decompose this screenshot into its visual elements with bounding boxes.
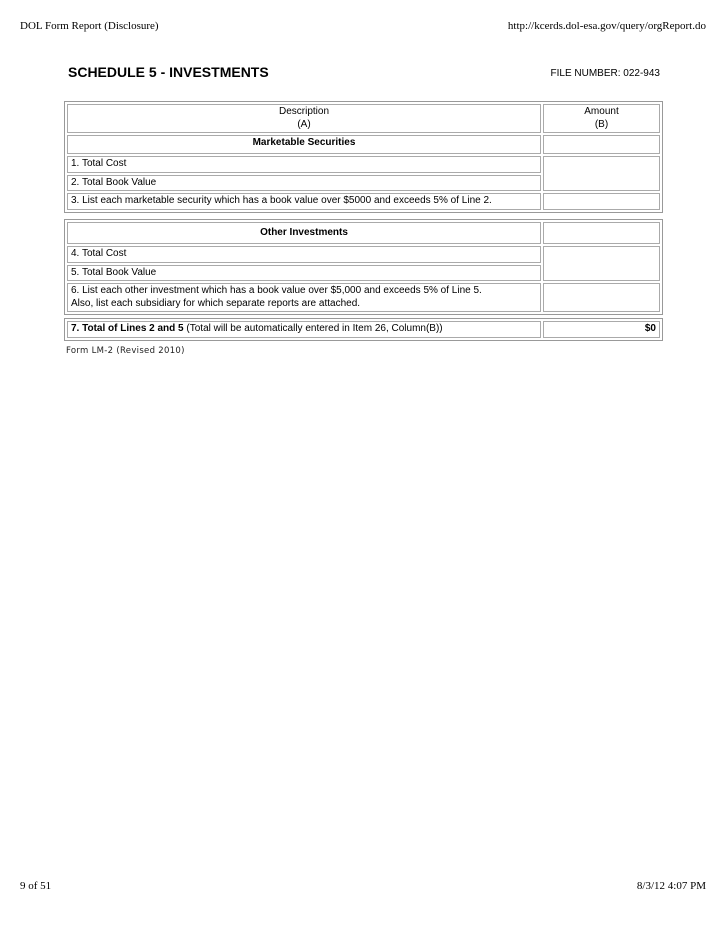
page-count: 9 of 51 bbox=[20, 880, 52, 892]
amount-cell-rows-4-5 bbox=[543, 246, 660, 281]
browser-url: http://kcerds.dol-esa.gov/query/orgReport.do bbox=[507, 20, 706, 32]
browser-page-title: DOL Form Report (Disclosure) bbox=[20, 20, 159, 32]
section-title-other: Other Investments bbox=[67, 222, 541, 244]
row-total-cost-1: 1. Total Cost bbox=[67, 156, 541, 173]
row-list-other-6 bbox=[67, 283, 541, 312]
schedule-title: SCHEDULE 5 - INVESTMENTS bbox=[68, 64, 269, 80]
amount-cell-rows-1-2 bbox=[543, 156, 660, 191]
amount-cell-section2 bbox=[543, 222, 660, 244]
section-title-marketable: Marketable Securities bbox=[67, 135, 541, 154]
amount-cell-row6 bbox=[543, 283, 660, 312]
amount-cell-row3 bbox=[543, 193, 660, 210]
amount-header-label: Amount bbox=[584, 106, 619, 117]
row-list-marketable-3: 3. List each marketable security which has a book value over $5000 and exceeds 5% of Line 2. bbox=[67, 193, 541, 210]
row-total-book-value-2: 2. Total Book Value bbox=[67, 175, 541, 192]
row-total-lines bbox=[67, 321, 541, 338]
total-label-rest: (Total will be automatically entered in Item 26, Column(B)) bbox=[183, 323, 443, 334]
amount-cell-section1 bbox=[543, 135, 660, 154]
row-total-book-value-5: 5. Total Book Value bbox=[67, 265, 541, 282]
marketable-securities-frame bbox=[64, 101, 663, 213]
row-total-cost-4: 4. Total Cost bbox=[67, 246, 541, 263]
description-header bbox=[67, 104, 541, 133]
total-label-bold: 7. Total of Lines 2 and 5 bbox=[71, 323, 184, 334]
form-revision: Form LM-2 (Revised 2010) bbox=[66, 346, 185, 356]
print-timestamp: 8/3/12 4:07 PM bbox=[636, 880, 706, 892]
row6-line1: 6. List each other investment which has a book value over $5,000 and exceeds 5% of Line 5. bbox=[71, 285, 482, 296]
description-header-label: Description bbox=[278, 106, 330, 117]
amount-header bbox=[543, 104, 660, 133]
total-frame bbox=[64, 318, 663, 341]
other-investments-frame bbox=[64, 219, 663, 315]
description-header-col: (A) bbox=[297, 118, 311, 130]
row6-line2: Also, list each subsidiary for which separate reports are attached. bbox=[71, 297, 361, 309]
file-number: FILE NUMBER: 022-943 bbox=[550, 68, 660, 79]
amount-header-col: (B) bbox=[594, 118, 609, 130]
total-value: $0 bbox=[543, 321, 660, 338]
